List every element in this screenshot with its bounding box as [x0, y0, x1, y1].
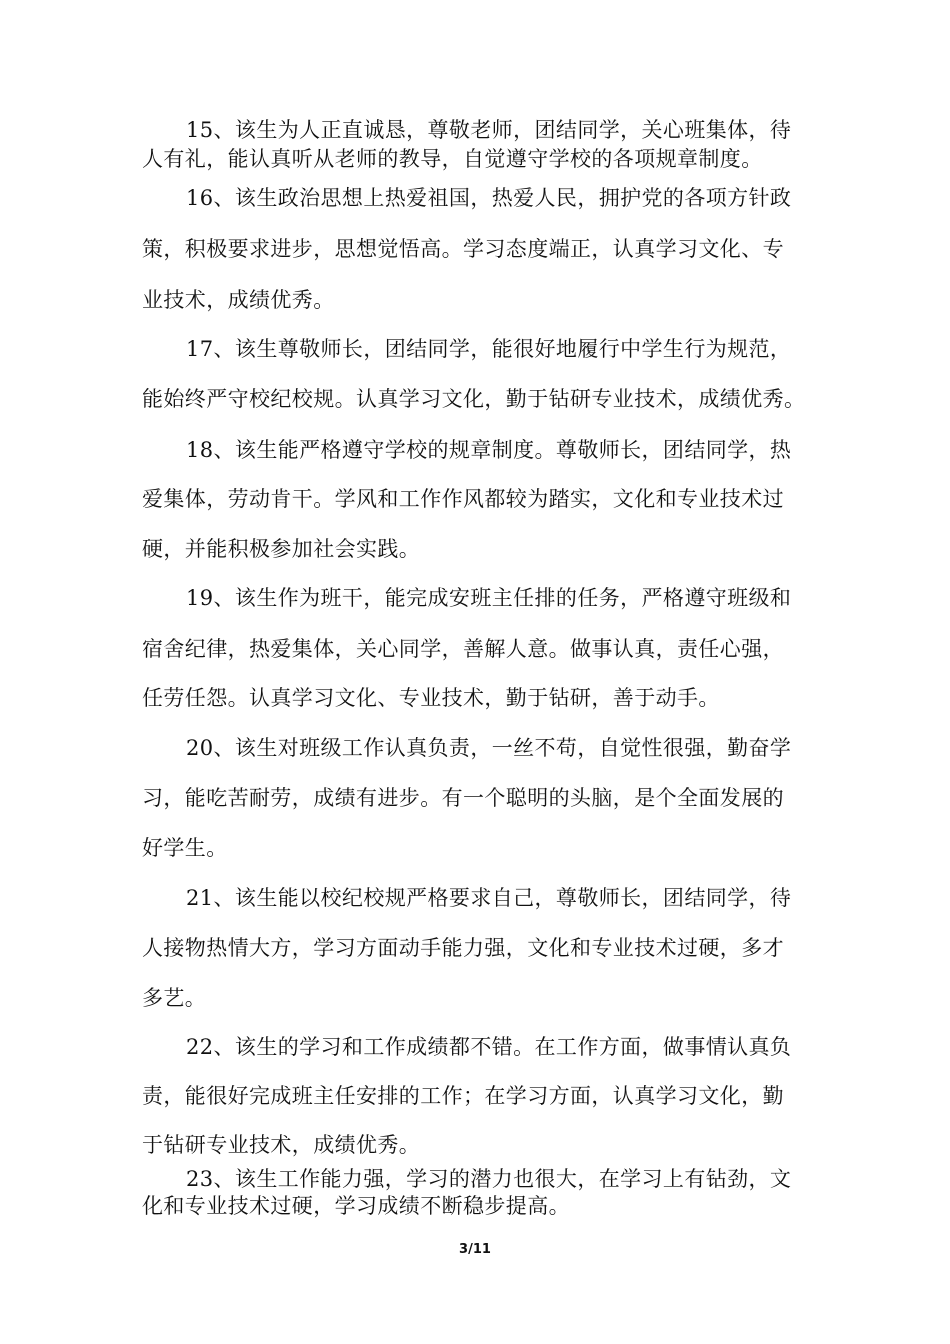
page-number: 3/11	[459, 1242, 491, 1257]
text-line: 多艺。	[142, 986, 207, 1010]
text-line: 22、该生的学习和工作成绩都不错。在工作方面，做事情认真负	[186, 1035, 792, 1059]
text-line: 15、该生为人正直诚恳，尊敬老师，团结同学，关心班集体，待	[186, 118, 792, 142]
text-line: 人有礼，能认真听从老师的教导，自觉遵守学校的各项规章制度。	[142, 147, 763, 171]
text-line: 任劳任怨。认真学习文化、专业技术，勤于钻研，善于动手。	[142, 686, 720, 710]
text-line: 20、该生对班级工作认真负责，一丝不苟，自觉性很强，勤奋学	[186, 736, 792, 760]
text-line: 业技术，成绩优秀。	[142, 288, 335, 312]
text-line: 21、该生能以校纪校规严格要求自己，尊敬师长，团结同学，待	[186, 886, 792, 910]
text-line: 18、该生能严格遵守学校的规章制度。尊敬师长，团结同学，热	[186, 438, 792, 462]
text-line: 习，能吃苦耐劳，成绩有进步。有一个聪明的头脑，是个全面发展的	[142, 786, 784, 810]
text-line: 策，积极要求进步，思想觉悟高。学习态度端正，认真学习文化、专	[142, 237, 784, 261]
text-line: 能始终严守校纪校规。认真学习文化，勤于钻研专业技术，成绩优秀。	[142, 387, 806, 411]
text-line: 人接物热情大方，学习方面动手能力强，文化和专业技术过硬，多才	[142, 936, 784, 960]
text-line: 责，能很好完成班主任安排的工作；在学习方面，认真学习文化，勤	[142, 1084, 784, 1108]
text-line: 化和专业技术过硬，学习成绩不断稳步提高。	[142, 1194, 570, 1218]
text-line: 23、该生工作能力强，学习的潜力也很大，在学习上有钻劲，文	[186, 1167, 792, 1191]
text-line: 于钻研专业技术，成绩优秀。	[142, 1133, 421, 1157]
text-line: 硬，并能积极参加社会实践。	[142, 537, 421, 561]
text-line: 16、该生政治思想上热爱祖国，热爱人民，拥护党的各项方针政	[186, 186, 792, 210]
text-line: 17、该生尊敬师长，团结同学，能很好地履行中学生行为规范，	[186, 337, 792, 361]
text-line: 宿舍纪律，热爱集体，关心同学，善解人意。做事认真，责任心强，	[142, 637, 784, 661]
text-line: 19、该生作为班干，能完成安班主任排的任务，严格遵守班级和	[186, 586, 792, 610]
text-line: 好学生。	[142, 836, 228, 860]
text-line: 爱集体，劳动肯干。学风和工作作风都较为踏实，文化和专业技术过	[142, 487, 784, 511]
